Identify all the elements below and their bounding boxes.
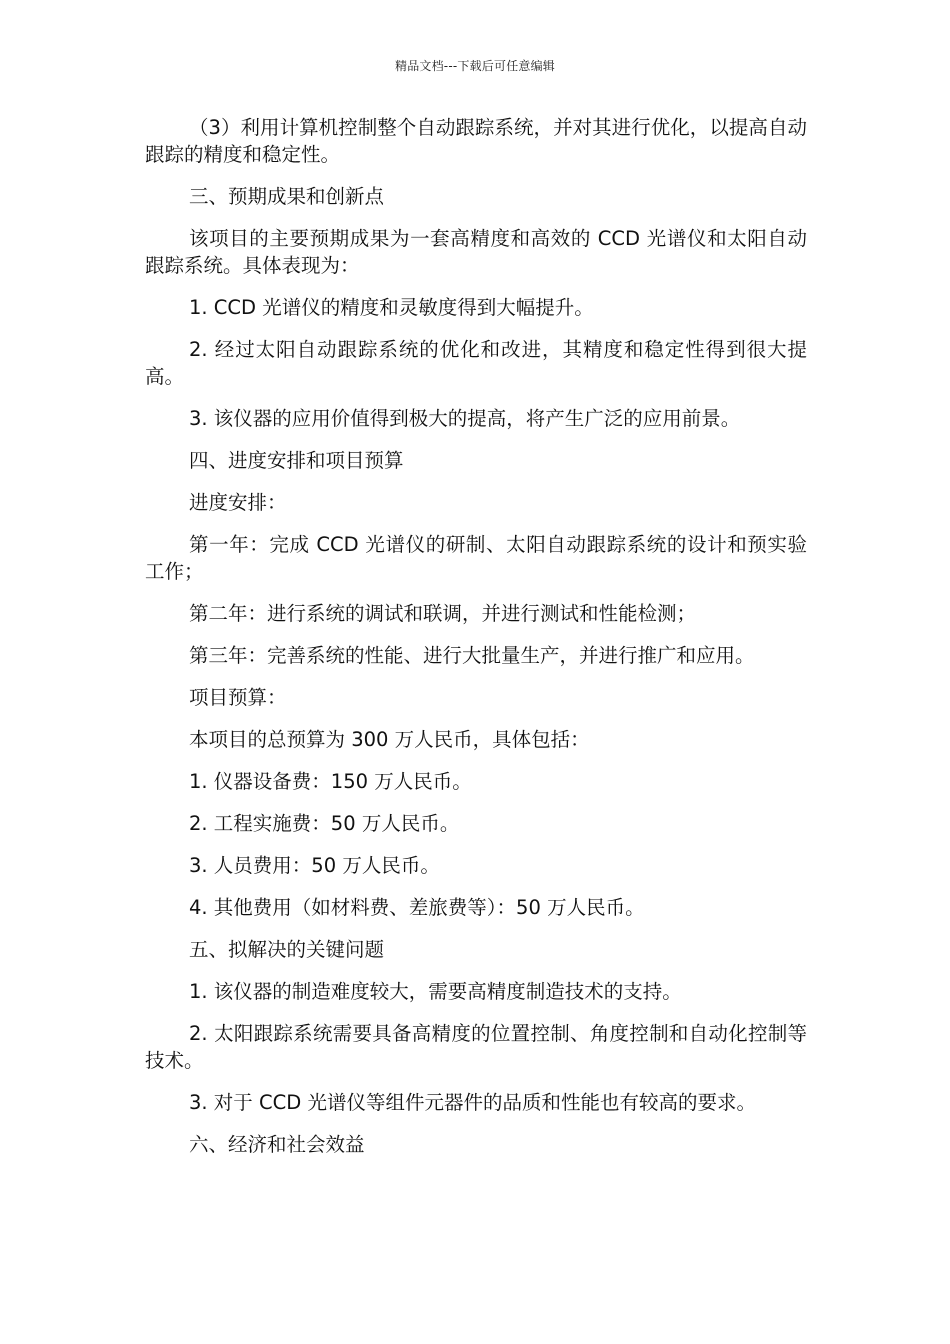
paragraph: 该项目的主要预期成果为一套高精度和高效的 CCD 光谱仪和太阳自动跟踪系统。具体表现为： bbox=[145, 227, 807, 277]
list-item: 3. 对于 CCD 光谱仪等组件元器件的品质和性能也有较高的要求。 bbox=[189, 1091, 756, 1114]
budget-item: 3. 人员费用：50 万人民币。 bbox=[189, 854, 440, 877]
section-heading: 三、预期成果和创新点 bbox=[189, 185, 385, 208]
subheading: 进度安排： bbox=[189, 491, 287, 514]
page-header: 精品文档---下载后可任意编辑 bbox=[395, 59, 555, 73]
section-heading: 五、拟解决的关键问题 bbox=[189, 938, 385, 961]
budget-item: 4. 其他费用（如材料费、差旅费等）：50 万人民币。 bbox=[189, 896, 645, 919]
list-item: 2. 太阳跟踪系统需要具备高精度的位置控制、角度控制和自动化控制等技术。 bbox=[145, 1022, 807, 1072]
budget-item: 2. 工程实施费：50 万人民币。 bbox=[189, 812, 460, 835]
list-item: 1. 该仪器的制造难度较大，需要高精度制造技术的支持。 bbox=[189, 980, 682, 1003]
schedule-item: 第二年：进行系统的调试和联调，并进行测试和性能检测； bbox=[189, 602, 697, 625]
document-body bbox=[145, 114, 807, 1173]
subheading: 项目预算： bbox=[189, 686, 287, 709]
section-heading: 六、经济和社会效益 bbox=[189, 1133, 365, 1156]
schedule-item: 第一年：完成 CCD 光谱仪的研制、太阳自动跟踪系统的设计和预实验工作； bbox=[145, 533, 807, 583]
budget-item: 1. 仪器设备费：150 万人民币。 bbox=[189, 770, 472, 793]
schedule-item: 第三年：完善系统的性能、进行大批量生产，并进行推广和应用。 bbox=[189, 644, 755, 667]
list-item: 1. CCD 光谱仪的精度和灵敏度得到大幅提升。 bbox=[189, 296, 594, 319]
section-heading: 四、进度安排和项目预算 bbox=[189, 449, 404, 472]
paragraph: 本项目的总预算为 300 万人民币，具体包括： bbox=[189, 728, 590, 751]
list-item: 2. 经过太阳自动跟踪系统的优化和改进，其精度和稳定性得到很大提高。 bbox=[145, 338, 807, 388]
list-item: 3. 该仪器的应用价值得到极大的提高，将产生广泛的应用前景。 bbox=[189, 407, 741, 430]
paragraph: （3）利用计算机控制整个自动跟踪系统，并对其进行优化，以提高自动跟踪的精度和稳定性。 bbox=[145, 116, 807, 166]
